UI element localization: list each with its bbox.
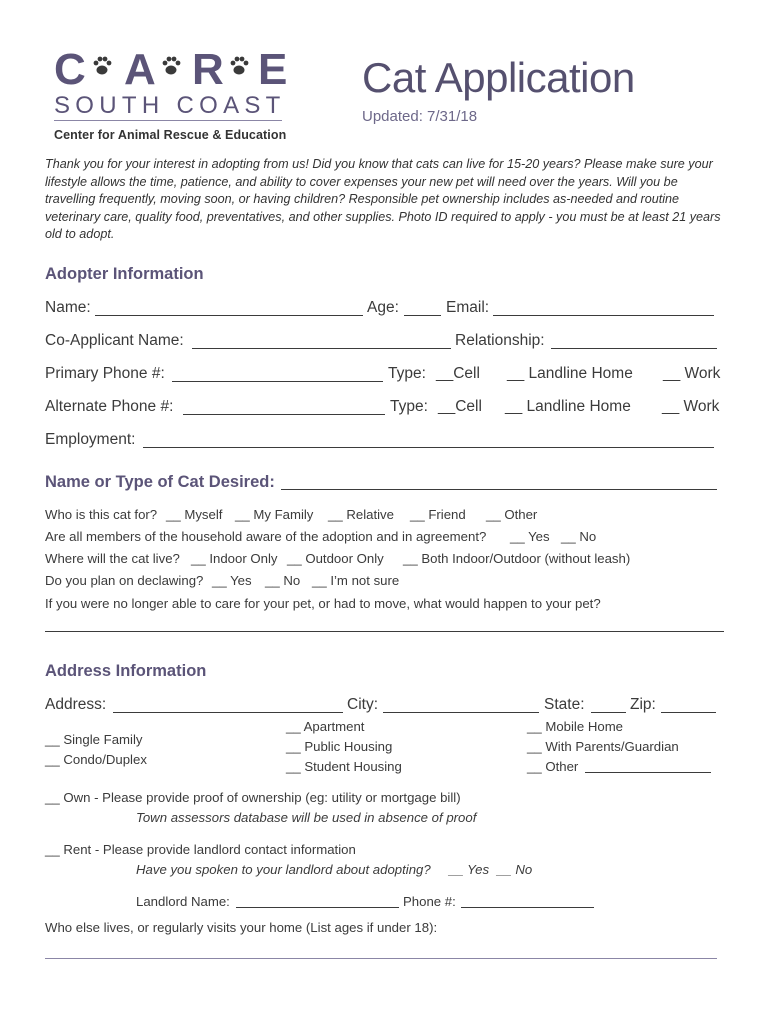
alternate-cell-option[interactable]: __Cell xyxy=(438,398,482,415)
opt-declaw-yes[interactable]: __ Yes xyxy=(212,573,252,588)
primary-cell-option[interactable]: __Cell xyxy=(436,365,480,382)
q-no-longer-care: If you were no longer able to care for your pet, or had to move, what would happen to your pet? xyxy=(45,596,601,611)
opt-mobile-home[interactable]: __ Mobile Home xyxy=(527,719,624,734)
housing-other-field[interactable] xyxy=(585,772,711,773)
opt-with-parents[interactable]: __ With Parents/Guardian xyxy=(527,739,679,754)
landlord-phone-label: Phone #: xyxy=(403,894,456,909)
who-else-label: Who else lives, or regularly visits your home (List ages if under 18): xyxy=(45,920,438,935)
adopter-heading: Adopter Information xyxy=(45,265,204,283)
opt-agree-no[interactable]: __ No xyxy=(561,529,597,544)
alternate-type-label: Type: xyxy=(390,398,428,415)
opt-public-housing[interactable]: __ Public Housing xyxy=(286,739,393,754)
opt-indoor-only[interactable]: __ Indoor Only xyxy=(191,551,278,566)
primary-phone-label: Primary Phone #: xyxy=(45,365,165,382)
city-field[interactable] xyxy=(383,712,539,713)
opt-relative[interactable]: __ Relative xyxy=(328,507,394,522)
employment-field[interactable] xyxy=(143,447,714,448)
zip-label: Zip: xyxy=(630,696,656,713)
email-label: Email: xyxy=(446,299,490,316)
address-field[interactable] xyxy=(113,712,343,713)
opt-other[interactable]: __ Other xyxy=(486,507,538,522)
coapplicant-field[interactable] xyxy=(192,348,451,349)
opt-myself[interactable]: __ Myself xyxy=(166,507,223,522)
cat-desired-field[interactable] xyxy=(281,489,717,490)
city-label: City: xyxy=(347,696,378,713)
logo-divider xyxy=(54,120,282,121)
logo-south-coast: SOUTH COAST xyxy=(54,92,286,119)
opt-outdoor-only[interactable]: __ Outdoor Only xyxy=(287,551,384,566)
intro-text: Thank you for your interest in adopting from us! Did you know that cats can live for 15-20 years? Please make sure your lifestyle allows the time, patience, and ability to cover expenses your new pet will need over the years. Will you be travelling frequently, moving soon, or having children? Responsible pet ownership includes as-needed and routine veterinary care, quality food, preventatives, and other supplies. Photo ID required to apply - you must be at least 21 years old to adopt. xyxy=(45,157,721,241)
state-field[interactable] xyxy=(591,712,626,713)
primary-phone-field[interactable] xyxy=(172,381,383,382)
coapplicant-label: Co-Applicant Name: xyxy=(45,332,184,349)
opt-single-family[interactable]: __ Single Family xyxy=(45,732,143,747)
alternate-phone-field[interactable] xyxy=(183,414,385,415)
primary-work-option[interactable]: __ Work xyxy=(663,365,721,382)
svg-text:E: E xyxy=(258,45,288,94)
address-heading: Address Information xyxy=(45,662,207,680)
opt-housing-other[interactable]: __ Other xyxy=(527,759,579,774)
email-field[interactable] xyxy=(493,315,714,316)
landlord-name-label: Landlord Name: xyxy=(136,894,230,909)
no-longer-care-field[interactable] xyxy=(45,631,724,632)
alternate-phone-label: Alternate Phone #: xyxy=(45,398,174,415)
opt-rent-no[interactable]: __ No xyxy=(497,862,533,877)
q-household-agree: Are all members of the household aware of the adoption and in agreement? xyxy=(45,529,487,544)
employment-label: Employment: xyxy=(45,431,136,448)
q-who-for: Who is this cat for? xyxy=(45,507,158,522)
opt-declaw-unsure[interactable]: __ I’m not sure xyxy=(312,573,400,588)
opt-student-housing[interactable]: __ Student Housing xyxy=(286,759,402,774)
alternate-work-option[interactable]: __ Work xyxy=(662,398,720,415)
opt-own[interactable]: __ Own - Please provide proof of ownership (eg: utility or mortgage bill) xyxy=(45,790,461,805)
address-label: Address: xyxy=(45,696,107,713)
name-field[interactable] xyxy=(95,315,363,316)
opt-declaw-no[interactable]: __ No xyxy=(265,573,301,588)
age-label: Age: xyxy=(367,299,399,316)
svg-text:C: C xyxy=(54,45,86,94)
landlord-phone-field[interactable] xyxy=(461,907,594,908)
opt-both[interactable]: __ Both Indoor/Outdoor (without leash) xyxy=(403,551,631,566)
who-else-field[interactable] xyxy=(45,958,717,959)
svg-text:A: A xyxy=(124,45,156,94)
opt-rent[interactable]: __ Rent - Please provide landlord contact information xyxy=(45,842,356,857)
age-field[interactable] xyxy=(404,315,441,316)
opt-rent-yes[interactable]: __ Yes xyxy=(449,862,490,877)
primary-type-label: Type: xyxy=(388,365,426,382)
zip-field[interactable] xyxy=(661,712,716,713)
opt-my-family[interactable]: __ My Family xyxy=(235,507,314,522)
name-label: Name: xyxy=(45,299,91,316)
landlord-name-field[interactable] xyxy=(236,907,399,908)
state-label: State: xyxy=(544,696,585,713)
opt-friend[interactable]: __ Friend xyxy=(410,507,466,522)
logo-tagline: Center for Animal Rescue & Education xyxy=(54,128,287,142)
page-title: Cat Application xyxy=(362,54,635,101)
svg-text:R: R xyxy=(192,45,224,94)
rent-question: Have you spoken to your landlord about adopting? xyxy=(136,862,431,877)
relationship-label: Relationship: xyxy=(455,332,545,349)
opt-agree-yes[interactable]: __ Yes xyxy=(510,529,550,544)
own-note: Town assessors database will be used in absence of proof xyxy=(136,810,477,825)
alternate-landline-option[interactable]: __ Landline Home xyxy=(505,398,631,415)
care-logo xyxy=(54,44,288,94)
updated-date: Updated: 7/31/18 xyxy=(362,108,478,125)
primary-landline-option[interactable]: __ Landline Home xyxy=(507,365,633,382)
q-declaw: Do you plan on declawing? xyxy=(45,573,204,588)
opt-apartment[interactable]: __ Apartment xyxy=(286,719,365,734)
cat-desired-heading: Name or Type of Cat Desired: xyxy=(45,473,275,491)
q-where-live: Where will the cat live? xyxy=(45,551,180,566)
relationship-field[interactable] xyxy=(551,348,717,349)
opt-condo-duplex[interactable]: __ Condo/Duplex xyxy=(45,752,147,767)
